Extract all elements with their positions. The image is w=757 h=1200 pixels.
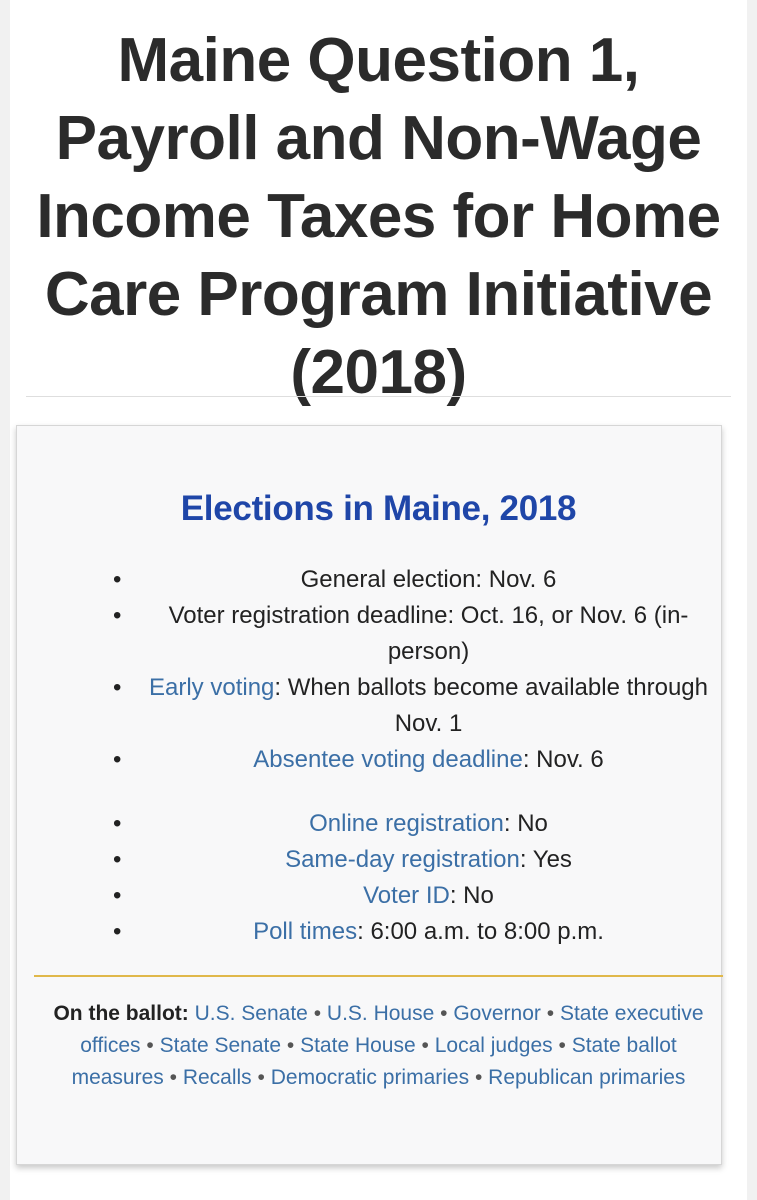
poll-times-link[interactable]: Poll times <box>253 918 358 945</box>
fact-text: : Nov. 6 <box>522 746 604 773</box>
list-item <box>0 842 757 878</box>
early-voting-link[interactable]: Early voting <box>149 674 275 701</box>
election-dates-list <box>0 562 757 778</box>
fact-text: : No <box>449 882 494 909</box>
bullet-icon: • <box>113 810 122 837</box>
ballot-link-us-senate[interactable]: U.S. Senate <box>194 1002 308 1025</box>
list-item <box>0 878 757 914</box>
list-item <box>0 742 757 778</box>
separator: • <box>169 1066 177 1089</box>
page-title-line: Care Program Initiative <box>44 260 713 329</box>
ballot-link-state-house[interactable]: State House <box>300 1034 416 1057</box>
list-item <box>0 598 757 670</box>
separator: • <box>146 1034 154 1057</box>
separator: • <box>558 1034 566 1057</box>
separator: • <box>421 1034 429 1057</box>
same-day-registration-link[interactable]: Same-day registration <box>285 846 520 873</box>
gold-divider <box>34 975 723 977</box>
separator: • <box>546 1002 555 1025</box>
fact-text: General election: Nov. 6 <box>300 566 557 593</box>
page-title-line: Income Taxes for Home <box>36 182 721 251</box>
ballot-link-state-ballot-measures[interactable]: State ballot measures <box>71 1034 677 1089</box>
title-divider <box>26 396 731 397</box>
page-title-line: Maine Question 1, <box>117 26 640 95</box>
bullet-icon: • <box>113 846 122 873</box>
separator: • <box>286 1034 295 1057</box>
separator: • <box>474 1066 483 1089</box>
fact-text: Voter registration deadline: Oct. 16, or Nov. 6 (in-person) <box>168 602 689 665</box>
separator: • <box>257 1066 265 1089</box>
page-title-line: Payroll and Non-Wage <box>55 104 702 173</box>
ballot-link-local-judges[interactable]: Local judges <box>434 1034 553 1057</box>
fact-text: : 6:00 a.m. to 8:00 p.m. <box>357 918 604 945</box>
fact-text: : No <box>503 810 548 837</box>
bullet-icon: • <box>113 882 122 909</box>
on-the-ballot <box>40 998 717 1094</box>
bullet-icon: • <box>113 674 122 701</box>
ballot-label: On the ballot: <box>53 1002 189 1025</box>
list-item <box>0 914 757 950</box>
fact-text: : Yes <box>519 846 572 873</box>
ballot-link-state-executive-offices[interactable]: State executive offices <box>80 1002 704 1057</box>
ballot-link-governor[interactable]: Governor <box>453 1002 541 1025</box>
list-item <box>0 806 757 842</box>
online-registration-link[interactable]: Online registration <box>309 810 504 837</box>
ballot-link-democratic-primaries[interactable]: Democratic primaries <box>270 1066 470 1089</box>
separator: • <box>440 1002 448 1025</box>
fact-text: : When ballots become available through Nov. 1 <box>274 674 708 737</box>
separator: • <box>313 1002 322 1025</box>
list-item <box>0 670 757 742</box>
page-title-line: (2018) <box>290 338 467 407</box>
ballot-link-republican-primaries[interactable]: Republican primaries <box>488 1066 686 1089</box>
page-title <box>10 0 747 412</box>
voting-rules-list <box>0 806 757 950</box>
bullet-icon: • <box>113 918 122 945</box>
infobox-heading: Elections in Maine, 2018 <box>180 489 577 528</box>
bullet-icon: • <box>113 566 122 593</box>
voter-id-link[interactable]: Voter ID <box>363 882 450 909</box>
list-item <box>0 562 757 598</box>
bullet-icon: • <box>113 602 122 629</box>
absentee-voting-deadline-link[interactable]: Absentee voting deadline <box>253 746 523 773</box>
ballot-link-recalls[interactable]: Recalls <box>182 1066 252 1089</box>
ballot-link-us-house[interactable]: U.S. House <box>326 1002 435 1025</box>
bullet-icon: • <box>113 746 122 773</box>
ballot-link-state-senate[interactable]: State Senate <box>159 1034 282 1057</box>
